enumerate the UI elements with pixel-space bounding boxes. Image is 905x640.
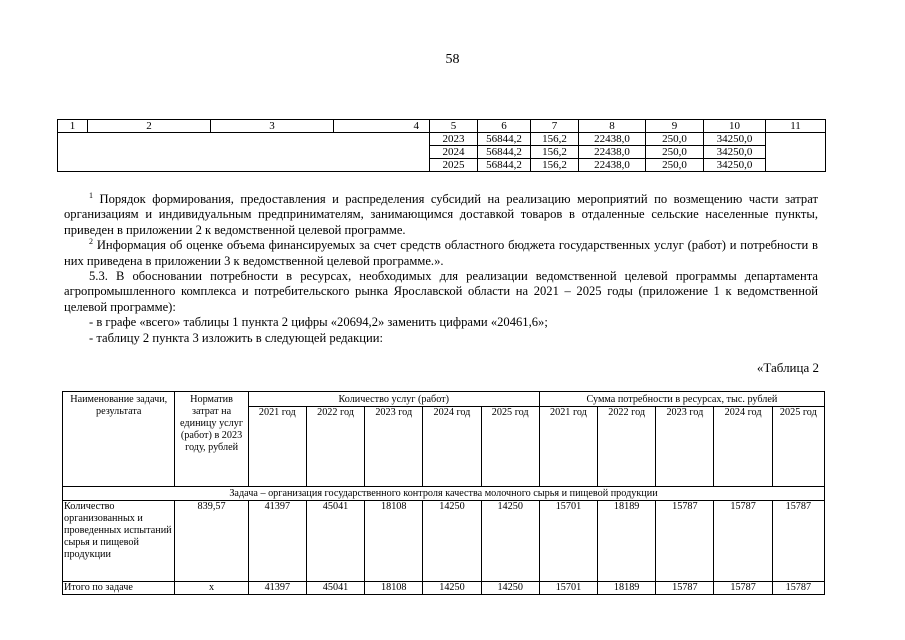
column-header-quantity: Количество услуг (работ) <box>248 392 539 407</box>
year-header: 2021 год <box>539 407 597 487</box>
list-item: - в графе «всего» таблицы 1 пункта 2 цифры «20694,2» заменить цифрами «20461,6»; <box>89 315 548 330</box>
table-cell: 15787 <box>772 582 824 595</box>
task-row <box>63 487 825 501</box>
table-cell: 15787 <box>714 501 772 582</box>
column-number: 5 <box>430 120 478 133</box>
table-caption: «Таблица 2 <box>756 360 819 375</box>
year-header: 2025 год <box>772 407 824 487</box>
table-cell: 56844,2 <box>478 133 531 146</box>
table-cell: 2024 <box>430 146 478 159</box>
year-header: 2023 год <box>656 407 714 487</box>
table-cell: 156,2 <box>531 159 579 172</box>
result-name: Количество организованных и проведенных испытаний сырья и пищевой продукции <box>63 501 175 582</box>
table-cell: 15787 <box>772 501 824 582</box>
table-cell: 2025 <box>430 159 478 172</box>
table-cell: 22438,0 <box>579 146 646 159</box>
column-header-name: Наименование задачи, результата <box>63 392 175 487</box>
total-row <box>63 582 825 595</box>
table-cell: 15701 <box>539 582 597 595</box>
table-cell: 22438,0 <box>579 159 646 172</box>
table-cell: 56844,2 <box>478 146 531 159</box>
table-cell: 18189 <box>598 501 656 582</box>
table-cell: 34250,0 <box>704 146 766 159</box>
table-cell: 14250 <box>423 501 481 582</box>
column-number: 7 <box>531 120 579 133</box>
table-cell: 22438,0 <box>579 133 646 146</box>
table-cell: 250,0 <box>646 133 704 146</box>
table-cell: 156,2 <box>531 146 579 159</box>
table-row <box>63 501 825 582</box>
column-number: 4 <box>334 120 430 133</box>
column-header-norm: Норматив затрат на единицу услуг (работ) в 2023 году, рублей <box>175 392 248 487</box>
table-cell: 250,0 <box>646 146 704 159</box>
footnote-text: Порядок формирования, предоставления и распределения субсидий на реализацию мероприятий по возмещению части затрат организациям и индивидуальным предпринимателям, занимающимся доставкой товаров в отдаленные сельские населенные пункты, приведен в приложении 2 к ведомственной целевой программе. <box>64 192 818 237</box>
footnote-text: Информация об оценке объема финансируемых за счет средств областного бюджета государственных услуг (работ) и потребности в них приведена в приложении 3 к ведомственной целевой программе.». <box>64 238 818 268</box>
table-cell: 34250,0 <box>704 159 766 172</box>
column-number: 10 <box>704 120 766 133</box>
table-cell: 18189 <box>598 582 656 595</box>
table-cell: 839,57 <box>175 501 248 582</box>
continuation-table <box>57 119 826 172</box>
table-cell: 2023 <box>430 133 478 146</box>
table-header-row <box>58 120 826 133</box>
column-number: 6 <box>478 120 531 133</box>
table-cell: 250,0 <box>646 159 704 172</box>
year-header: 2024 год <box>423 407 481 487</box>
body-text <box>64 192 818 346</box>
table-row <box>58 133 826 146</box>
paragraph-5-3: 5.3. В обосновании потребности в ресурсах, необходимых для реализации ведомственной целевой программы департамента агропромышленного комплекса и потребительского рынка Ярославской области на 2021 – 2025 годы (приложение 1 к ведомственной целевой программе): <box>64 269 818 314</box>
year-header: 2023 год <box>365 407 423 487</box>
footnote-1 <box>64 192 818 238</box>
year-header: 2025 год <box>481 407 539 487</box>
table-cell: х <box>175 582 248 595</box>
table-cell: 18108 <box>365 501 423 582</box>
table-cell: 14250 <box>423 582 481 595</box>
table-cell: 15787 <box>656 582 714 595</box>
table-cell: 15787 <box>714 582 772 595</box>
resource-needs-table <box>62 391 825 595</box>
page-number: 58 <box>445 52 460 67</box>
table-cell: 41397 <box>248 501 306 582</box>
column-number: 11 <box>766 120 826 133</box>
table-cell: 14250 <box>481 582 539 595</box>
year-header: 2024 год <box>714 407 772 487</box>
column-number: 2 <box>88 120 211 133</box>
table-cell: 41397 <box>248 582 306 595</box>
table-header-row <box>63 392 825 407</box>
column-number: 9 <box>646 120 704 133</box>
year-header: 2022 год <box>306 407 364 487</box>
year-header: 2022 год <box>598 407 656 487</box>
table-cell: 15701 <box>539 501 597 582</box>
footnote-mark: 2 <box>89 237 93 247</box>
table-cell: 34250,0 <box>704 133 766 146</box>
column-number: 1 <box>58 120 88 133</box>
table-cell: 56844,2 <box>478 159 531 172</box>
empty-merged-cell <box>58 133 430 172</box>
list-item: - таблицу 2 пункта 3 изложить в следующей редакции: <box>89 330 383 345</box>
year-header: 2021 год <box>248 407 306 487</box>
empty-merged-cell <box>766 133 826 172</box>
column-header-sum: Сумма потребности в ресурсах, тыс. рублей <box>539 392 824 407</box>
column-number: 3 <box>211 120 334 133</box>
table-cell: 15787 <box>656 501 714 582</box>
table-cell: 18108 <box>365 582 423 595</box>
footnote-mark: 1 <box>89 190 93 200</box>
table-cell: 156,2 <box>531 133 579 146</box>
footnote-2 <box>64 238 818 269</box>
total-label: Итого по задаче <box>63 582 175 595</box>
column-number: 8 <box>579 120 646 133</box>
table-cell: 14250 <box>481 501 539 582</box>
task-title: Задача – организация государственного контроля качества молочного сырья и пищевой продукции <box>63 487 825 501</box>
table-cell: 45041 <box>306 582 364 595</box>
table-cell: 45041 <box>306 501 364 582</box>
